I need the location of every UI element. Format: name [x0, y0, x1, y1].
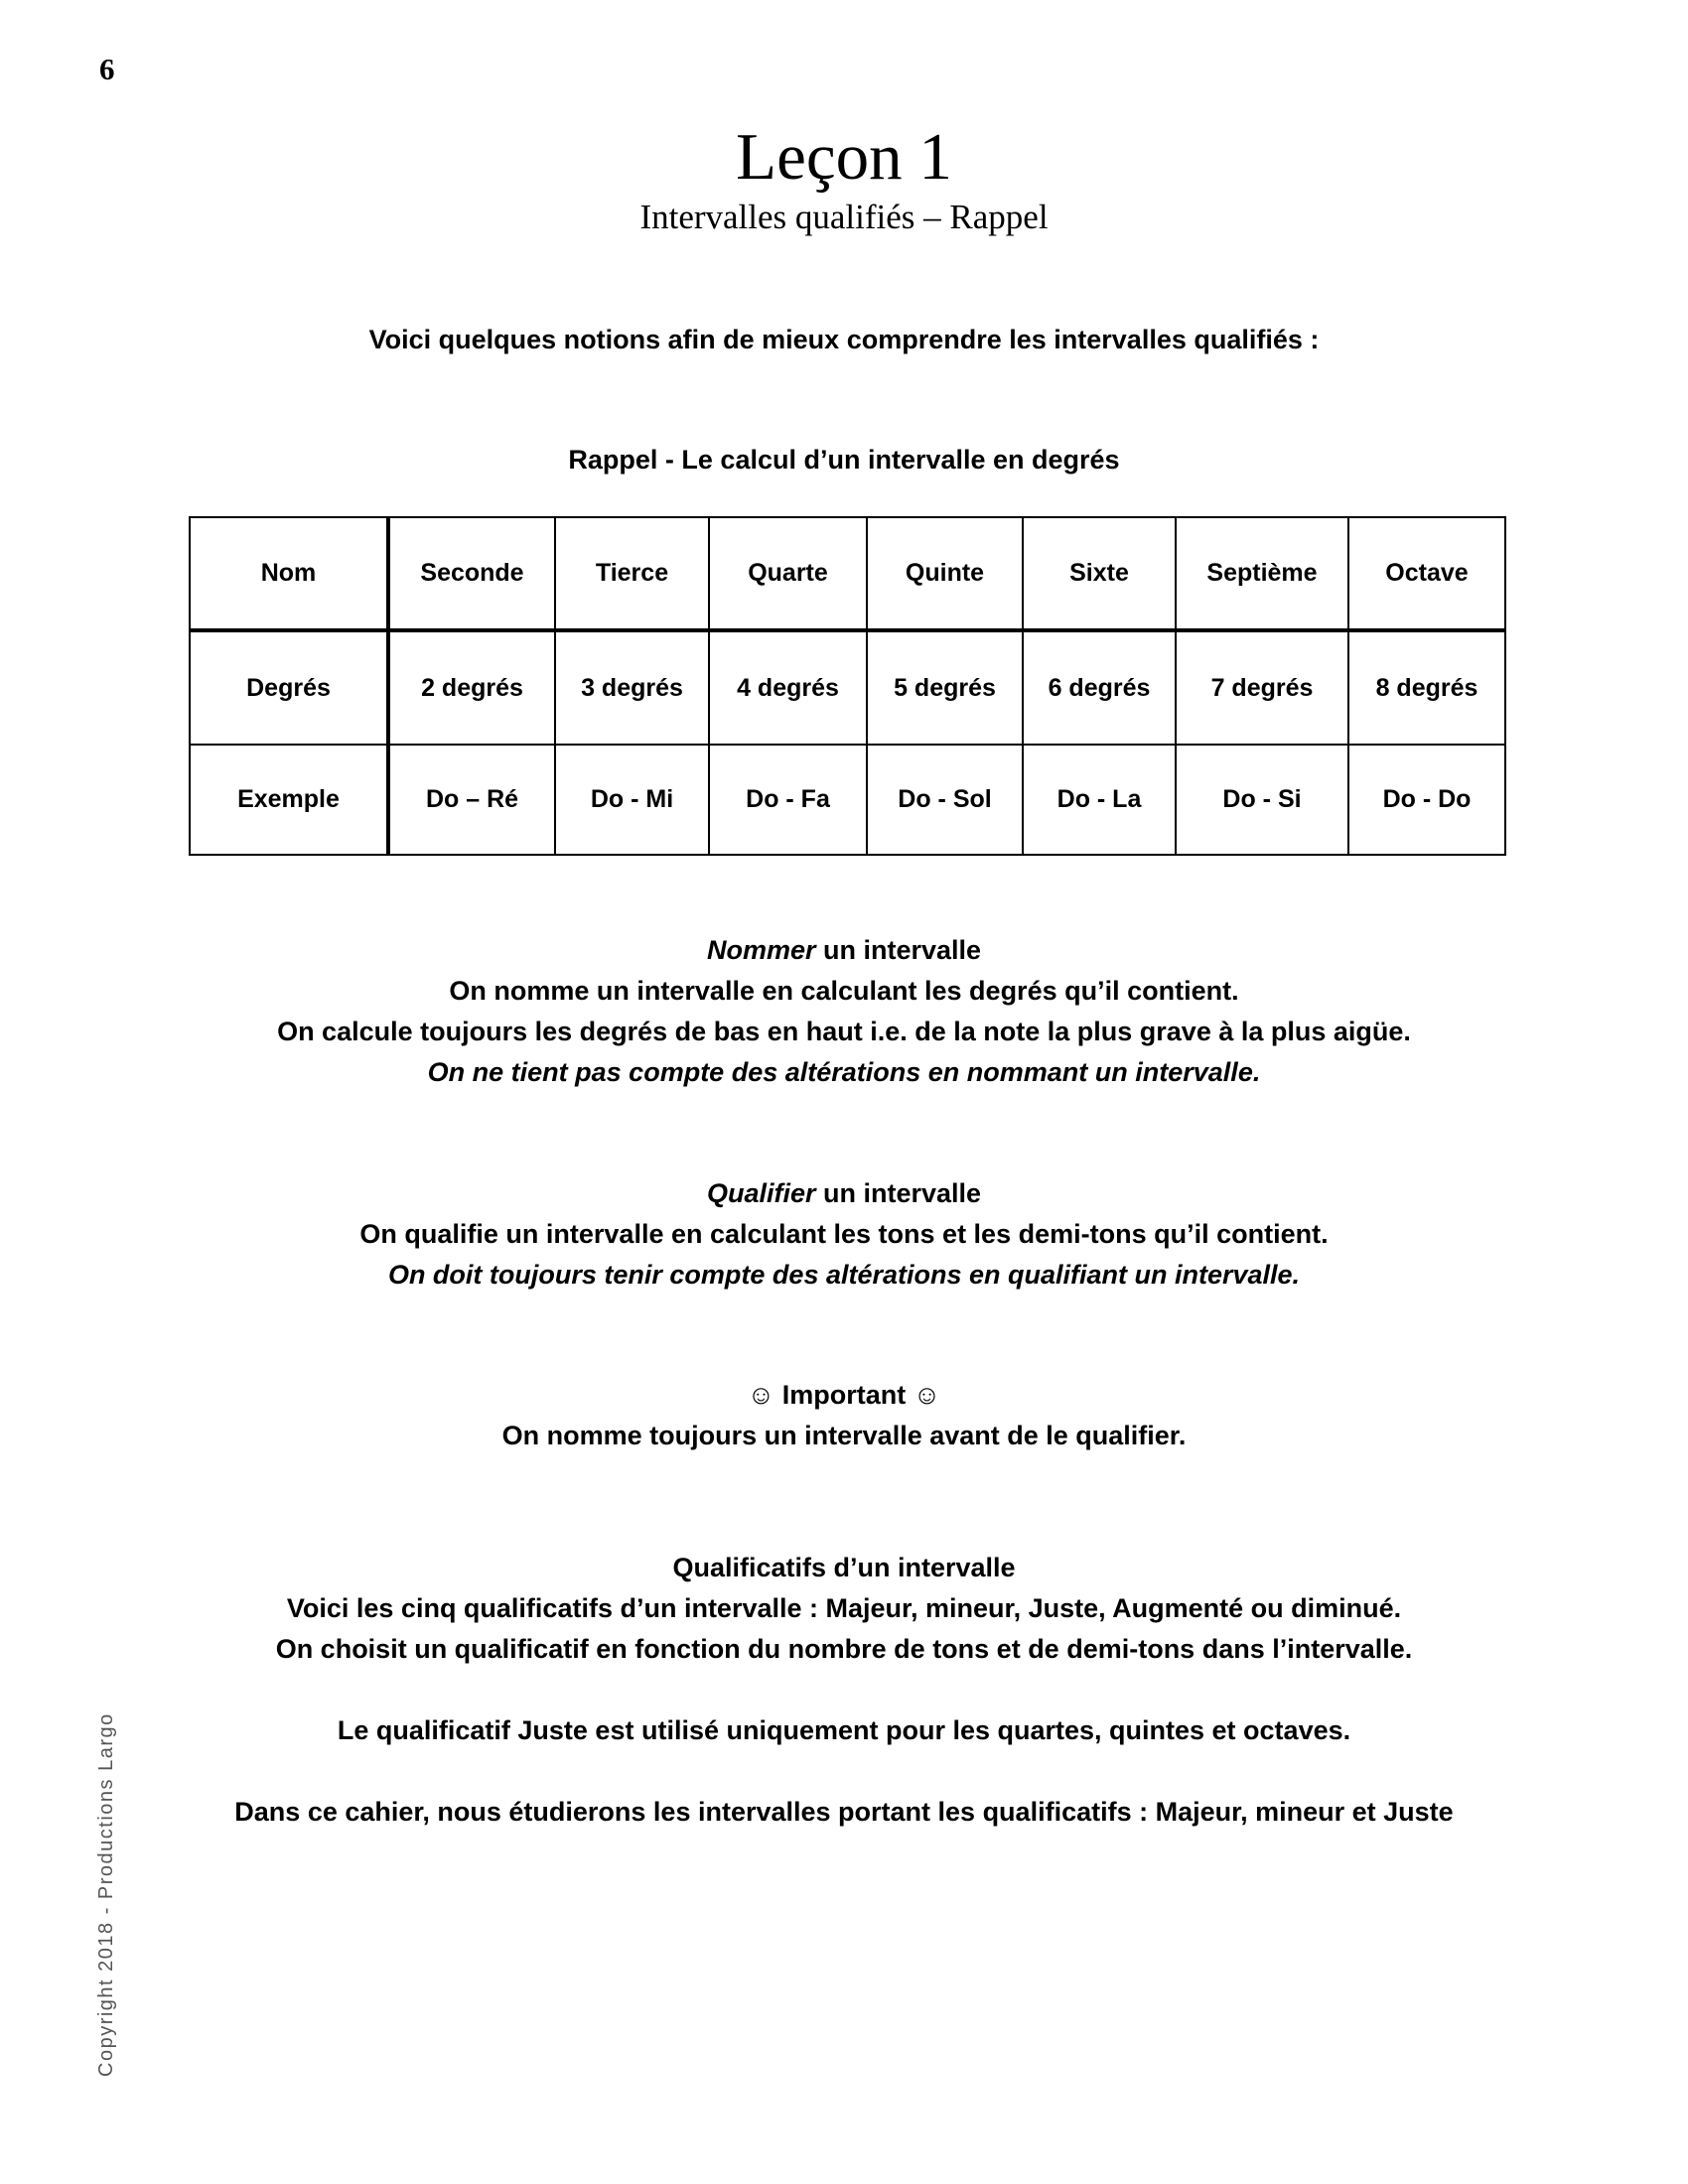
table-cell: Do - Do — [1348, 745, 1505, 855]
table-cell: Exemple — [190, 745, 388, 855]
table-cell: Degrés — [190, 630, 388, 745]
table-cell: Do - Fa — [709, 745, 867, 855]
page-number: 6 — [99, 52, 115, 86]
table-cell: Tierce — [555, 517, 709, 630]
section-important — [0, 1375, 1688, 1456]
section-heading — [0, 930, 1688, 971]
paragraph-line: On doit toujours tenir compte des altérations en qualifiant un intervalle. — [387, 1260, 1301, 1290]
table-row-exemple — [190, 745, 1505, 855]
table-cell: Quarte — [709, 517, 867, 630]
section-qualificatifs — [0, 1548, 1688, 1670]
table-caption: Rappel - Le calcul d’un intervalle en degrés — [568, 445, 1120, 475]
paragraph-line: On qualifie un intervalle en calculant les tons et les demi-tons qu’il contient. — [359, 1219, 1329, 1249]
paragraph-line: On nomme un intervalle en calculant les degrés qu’il contient. — [449, 976, 1239, 1006]
paragraph-line: On nomme toujours un intervalle avant de le qualifier. — [501, 1421, 1187, 1450]
intro-text: Voici quelques notions afin de mieux comprendre les intervalles qualifiés : — [368, 325, 1320, 354]
heading-emphasis: Nommer — [706, 935, 816, 965]
lesson-subtitle: Intervalles qualifiés – Rappel — [639, 198, 1049, 236]
interval-degrees-table — [189, 516, 1506, 856]
paragraph-line: On ne tient pas compte des altérations en nommant un intervalle. — [427, 1057, 1261, 1087]
copyright-notice: Copyright 2018 - Productions Largo — [95, 1712, 117, 2077]
table-cell: Quinte — [867, 517, 1023, 630]
table-row-degres — [190, 630, 1505, 745]
table-cell: 6 degrés — [1023, 630, 1176, 745]
note-juste: Le qualificatif Juste est utilisé uniquement pour les quartes, quintes et octaves. — [337, 1715, 1351, 1745]
section-heading: ☺ Important ☺ — [747, 1380, 941, 1410]
table-cell: 7 degrés — [1176, 630, 1348, 745]
paragraph-line: On calcule toujours les degrés de bas en haut i.e. de la note la plus grave à la plus aigüe. — [277, 1017, 1411, 1046]
table-cell: Do - La — [1023, 745, 1176, 855]
section-heading — [0, 1173, 1688, 1214]
heading-rest: un intervalle — [815, 935, 982, 965]
section-qualifier — [0, 1173, 1688, 1296]
lesson-title: Leçon 1 — [736, 120, 952, 194]
table-row-nom — [190, 517, 1505, 630]
table-cell: 4 degrés — [709, 630, 867, 745]
table-cell: Sixte — [1023, 517, 1176, 630]
section-nommer — [0, 930, 1688, 1093]
table-cell: Septième — [1176, 517, 1348, 630]
paragraph-line: Voici les cinq qualificatifs d’un intervalle : Majeur, mineur, Juste, Augmenté ou diminué. — [286, 1593, 1402, 1623]
table-cell: Do - Mi — [555, 745, 709, 855]
heading-emphasis: Qualifier — [706, 1178, 816, 1208]
table-cell: Do – Ré — [388, 745, 555, 855]
table-cell: Seconde — [388, 517, 555, 630]
heading-rest: un intervalle — [815, 1178, 982, 1208]
table-cell: 2 degrés — [388, 630, 555, 745]
section-heading: Qualificatifs d’un intervalle — [672, 1553, 1016, 1582]
table-cell: Octave — [1348, 517, 1505, 630]
table-cell: Do - Sol — [867, 745, 1023, 855]
paragraph-line: On choisit un qualificatif en fonction du nombre de tons et de demi-tons dans l’intervalle. — [275, 1634, 1413, 1664]
table-cell: 5 degrés — [867, 630, 1023, 745]
table-cell: 8 degrés — [1348, 630, 1505, 745]
note-cahier: Dans ce cahier, nous étudierons les intervalles portant les qualificatifs : Majeur, mineur et Juste — [234, 1797, 1454, 1827]
table-cell: 3 degrés — [555, 630, 709, 745]
table-cell: Nom — [190, 517, 388, 630]
table-cell: Do - Si — [1176, 745, 1348, 855]
